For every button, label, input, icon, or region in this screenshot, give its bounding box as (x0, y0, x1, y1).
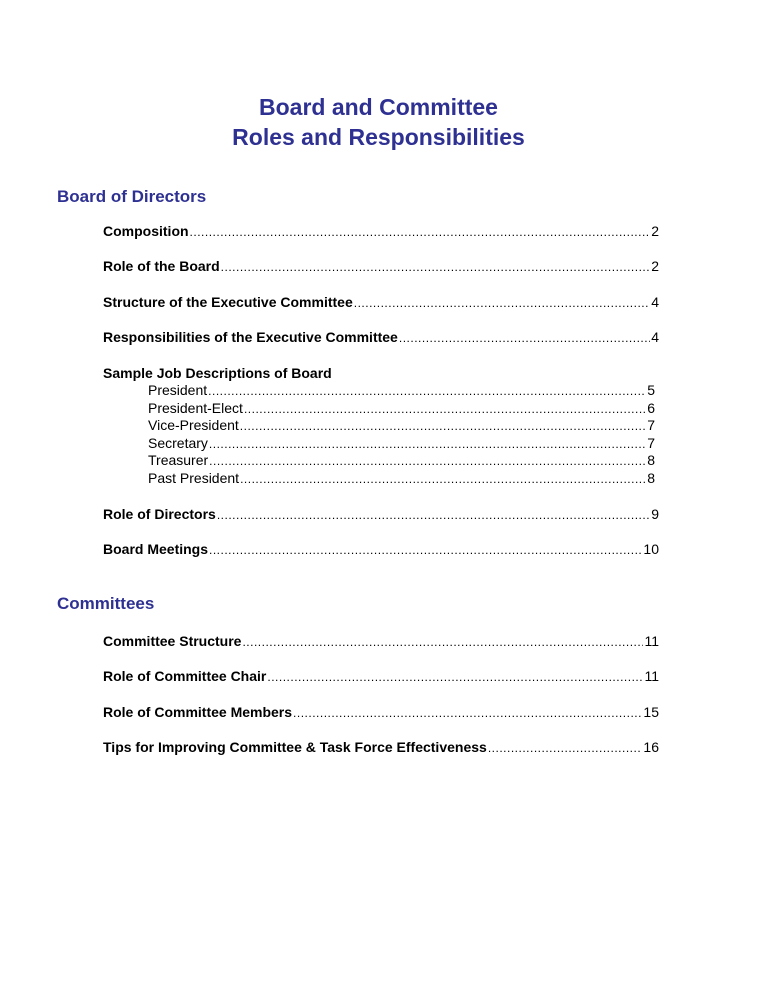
toc-entry-role-of-board[interactable] (103, 258, 659, 276)
dot-leader (208, 383, 646, 400)
toc-page-number: 4 (651, 329, 659, 345)
toc-page-number: 7 (647, 417, 655, 433)
toc-page-number: 7 (647, 435, 655, 451)
toc-entry-label: Composition (103, 223, 189, 239)
toc-page-number: 6 (647, 400, 655, 416)
dot-leader (190, 224, 651, 241)
toc-entry-label: Role of Directors (103, 506, 216, 522)
toc-page-number: 11 (644, 633, 659, 649)
dot-leader (209, 453, 646, 470)
toc-entry-label: Vice-President (148, 417, 239, 433)
toc-entry-label: Committee Structure (103, 633, 242, 649)
section-heading-board: Board of Directors (57, 187, 207, 206)
dot-leader (240, 471, 646, 488)
dot-leader (488, 740, 643, 757)
dot-leader (240, 418, 646, 435)
dot-leader (267, 669, 643, 686)
title-line-2: Roles and Responsibilities (232, 124, 525, 150)
toc-entry-board-meetings[interactable] (103, 541, 659, 559)
toc-page-number: 4 (651, 294, 659, 310)
section-heading-committees: Committees (57, 594, 155, 613)
toc-entry-committee-structure[interactable] (103, 633, 659, 651)
toc-entry-label: Structure of the Executive Committee (103, 294, 353, 310)
toc-page-number: 2 (651, 223, 659, 239)
toc-subentry-past-president[interactable] (148, 470, 655, 488)
dot-leader (242, 634, 643, 651)
toc-entry-label: Secretary (148, 435, 208, 451)
toc-subentry-president-elect[interactable] (148, 400, 655, 418)
toc-entry-composition[interactable] (103, 223, 659, 241)
toc-entry-label: Role of Committee Members (103, 704, 293, 720)
toc-subheading-job-descriptions[interactable]: Sample Job Descriptions of Board (103, 365, 332, 381)
toc-entry-label: President (148, 382, 208, 398)
dot-leader (244, 401, 646, 418)
toc-entry-responsibilities-exec-committee[interactable] (103, 329, 659, 347)
toc-page-number: 8 (647, 470, 655, 486)
toc-page-number: 8 (647, 452, 655, 468)
toc-entry-label: Tips for Improving Committee & Task Force Effectiveness (103, 739, 487, 755)
toc-page-number: 2 (651, 258, 659, 274)
dot-leader (221, 259, 651, 276)
dot-leader (399, 330, 650, 347)
toc-entry-label: Role of Committee Chair (103, 668, 267, 684)
toc-entry-label: Board Meetings (103, 541, 209, 557)
toc-entry-role-committee-chair[interactable] (103, 668, 659, 686)
toc-page-number: 9 (651, 506, 659, 522)
dot-leader (293, 705, 642, 722)
toc-entry-tips-committee-effectiveness[interactable] (103, 739, 659, 757)
toc-entry-structure-exec-committee[interactable] (103, 294, 659, 312)
toc-subentry-vice-president[interactable] (148, 417, 655, 435)
dot-leader (217, 507, 650, 524)
toc-entry-role-committee-members[interactable] (103, 704, 659, 722)
dot-leader (354, 295, 650, 312)
toc-subentry-treasurer[interactable] (148, 452, 655, 470)
toc-subentry-president[interactable] (148, 382, 655, 400)
dot-leader (209, 542, 642, 559)
toc-page-number: 5 (647, 382, 655, 398)
toc-entry-label: President-Elect (148, 400, 243, 416)
dot-leader (209, 436, 646, 453)
toc-subentry-secretary[interactable] (148, 435, 655, 453)
toc-page-number: 10 (643, 541, 659, 557)
toc-entry-role-of-directors[interactable] (103, 506, 659, 524)
title-line-1: Board and Committee (259, 94, 498, 120)
toc-entry-label: Treasurer (148, 452, 209, 468)
toc-page-number: 11 (644, 668, 659, 684)
toc-entry-label: Role of the Board (103, 258, 220, 274)
toc-entry-label: Responsibilities of the Executive Committee (103, 329, 398, 345)
toc-entry-label: Past President (148, 470, 240, 486)
toc-page-number: 15 (643, 704, 659, 720)
toc-page-number: 16 (643, 739, 659, 755)
